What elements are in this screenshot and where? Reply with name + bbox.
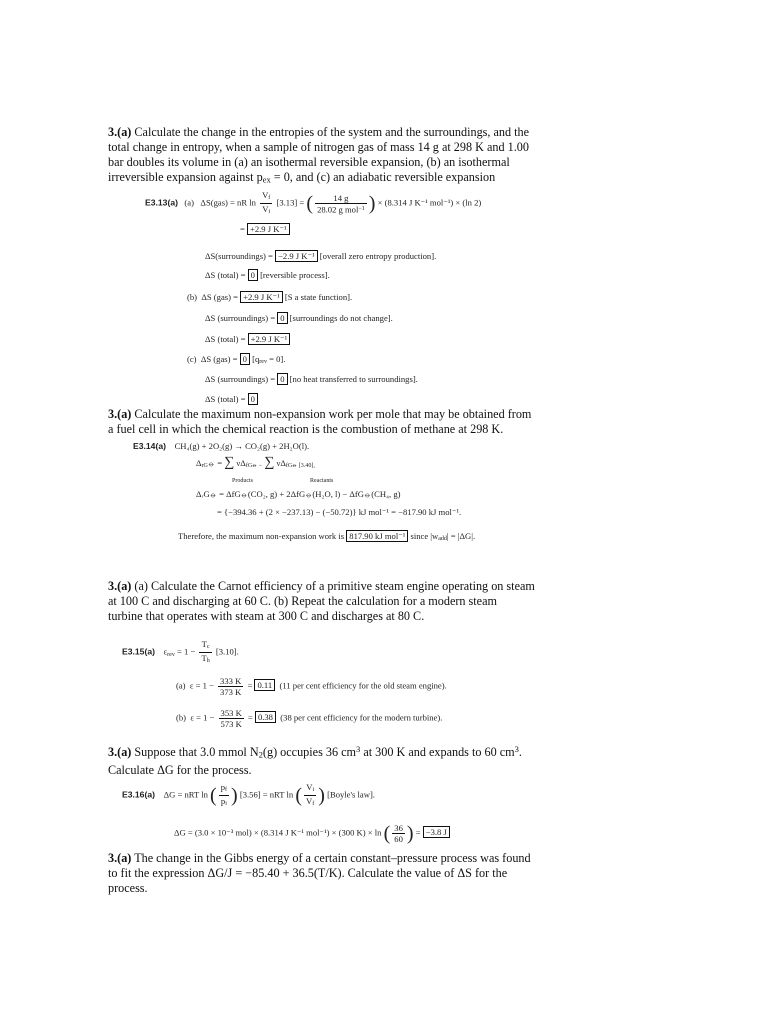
fraction: $\frac{353 K}{573 K}$ [220, 708, 242, 729]
solution-row: (a) ε = 1 − $\frac{333 K}{373 K}$ = 0.11 (11 per cent efficiency for the old steam engine). [176, 676, 447, 697]
solution-e3-13a: E3.13(a) (a) ΔS(gas) = nR ln $\frac{V_f}{V_i}$ [3.13] = ( $\frac{14 g}{28.02 g mol^{-1}}$ ) × (8.314 J K⁻¹ mol⁻¹) × (ln 2) [145, 190, 482, 216]
answer-box: 0 [248, 269, 258, 281]
fraction: $\frac{333 K}{373 K}$ [220, 676, 242, 697]
question-text: at 100 C and discharging at 60 C. (b) Repeat the calculation for a modern steam [108, 594, 497, 608]
question-text: irreversible expansion against p [108, 170, 263, 184]
fraction: $\frac{V_i}{V_f}$ [306, 782, 315, 808]
solution-row: ΔS (total) = +2.9 J K⁻¹ [205, 334, 290, 344]
sum-label-reactants: Reactants [310, 478, 334, 484]
equation-text: CH₄(g) + 2O₂(g) → CO₂(g) + 2H₂O(l). [174, 441, 310, 451]
part-label: (b) [176, 712, 187, 723]
solution-e3-16a: E3.16(a) ΔG = nRT ln ( $\frac{p_f}{p_i}$ ) [3.56] = nRT ln ( $\frac{V_i}{V_f}$ ) [Boyle's law]. [122, 782, 375, 808]
answer-box: 0 [248, 393, 258, 405]
part-label: (c) [187, 354, 197, 364]
sum-label-products: Products [232, 478, 253, 484]
question-label: 3.(a) [108, 125, 132, 139]
question-text: process. [108, 881, 148, 895]
answer-box: 0 [277, 373, 287, 385]
fraction: $\frac{p_f}{p_i}$ [220, 782, 228, 808]
answer-box: +2.9 J K⁻¹ [248, 333, 291, 345]
answer-box: −2.9 J K⁻¹ [275, 250, 318, 262]
equation-text: ΔS(gas) = nR ln [200, 197, 256, 208]
question-text: (a) Calculate the Carnot efficiency of a primitive steam engine operating on steam [134, 579, 535, 593]
answer-box: 0 [240, 353, 250, 365]
part-label: (a) [184, 197, 194, 208]
question-1 [108, 125, 529, 188]
fraction: $\frac{14 g}{28.02 g mol^{-1}}$ [317, 192, 365, 215]
solution-row: Therefore, the maximum non-expansion work is 817.90 kJ mol⁻¹ since $|w_{add}| = |\Delta G|$. [178, 531, 476, 543]
answer-box: −3.8 J [423, 826, 450, 838]
solution-label: E3.16(a) [122, 789, 155, 800]
fraction: $\frac{36}{60}$ [394, 823, 403, 844]
answer-box: 817.90 kJ mol⁻¹ [346, 530, 408, 542]
solution-row: = +2.9 J K⁻¹ [240, 224, 290, 234]
answer-box: +2.9 J K⁻¹ [240, 291, 283, 303]
solution-row: ΔS (surroundings) = 0 [no heat transferred to surroundings]. [205, 374, 418, 384]
question-text: = 0, and (c) an adiabatic reversible expansion [273, 170, 496, 184]
question-text: turbine that operates with steam at 300 C and discharges at 80 C. [108, 609, 425, 623]
solution-row: ΔS(surroundings) = −2.9 J K⁻¹ [overall zero entropy production]. [205, 251, 437, 261]
question-label: 3.(a) [108, 579, 132, 593]
sum-symbol: ∑ [224, 455, 235, 470]
solution-row: ΔS (total) = 0 [205, 394, 258, 404]
question-text: total change in entropy, when a sample of nitrogen gas of mass 14 g at 298 K and 1.00 [108, 140, 529, 154]
question-text: The change in the Gibbs energy of a certain constant–pressure process was found [134, 851, 531, 865]
solution-row: (c) ΔS (gas) = 0 $[q_{rev} = 0]$. [187, 354, 286, 366]
solution-row: ΔS (surroundings) = 0 [surroundings do not change]. [205, 313, 393, 323]
part-label: (b) [187, 292, 198, 302]
solution-label: E3.13(a) [145, 197, 178, 208]
subscript: ex [262, 174, 271, 185]
solution-e3-15a: E3.15(a) $\varepsilon_{rev} = 1$ − $\frac{T_c}{T_h}$ [3.10]. [122, 639, 239, 665]
question-label: 3.(a) [108, 407, 132, 421]
question-2 [108, 407, 531, 437]
question-text: to fit the expression ΔG/J = −85.40 + 36.5(T/K). Calculate the value of ΔS for the [108, 866, 508, 880]
question-label: 3.(a) [108, 851, 132, 865]
solution-label: E3.14(a) [133, 441, 166, 451]
question-text: Calculate ΔG for the process. [108, 762, 252, 777]
solution-label: E3.15(a) [122, 646, 155, 657]
question-5 [108, 851, 531, 896]
answer-box: 0 [277, 312, 287, 324]
equation-text: [3.13] = [276, 197, 305, 208]
solution-row: (b) ε = 1 − $\frac{353 K}{573 K}$ = 0.38 (38 per cent efficiency for the modern turbine). [176, 708, 443, 729]
solution-row: = {−394.36 + (2 × −237.13) − (−50.72)} kJ mol⁻¹ = −817.90 kJ mol⁻¹. [217, 507, 462, 517]
fraction: $\frac{V_f}{V_i}$ [262, 190, 271, 216]
answer-box: 0.38 [255, 711, 276, 723]
question-text: a fuel cell in which the chemical reaction is the combustion of methane at 298 K. [108, 422, 504, 436]
question-3 [108, 579, 535, 624]
solution-row: ΔS (total) = 0 [reversible process]. [205, 270, 330, 280]
solution-e3-14a [133, 441, 309, 451]
solution-row: ΔG = (3.0 × 10⁻³ mol) × (8.314 J K⁻¹ mol⁻¹) × (300 K) × ln ( $\frac{36}{60}$ ) = −3.8 J [174, 823, 450, 844]
solution-row: ΔᵣG⦵ = ΔfG⦵(CO₂, g) + 2ΔfG⦵(H₂O, l) − ΔfG⦵(CH₄, g) [196, 489, 401, 499]
sum-symbol: ∑ [264, 455, 275, 470]
question-text: Calculate the maximum non-expansion work per mole that may be obtained from [134, 407, 532, 421]
answer-box: 0.11 [254, 679, 275, 691]
solution-row: $\Delta_{rG}⦵$ = ∑ $\nu\Delta_{fG⦵ -}$ ∑ $\nu\Delta_{fG⦵ [3.40],}$ [196, 455, 315, 470]
question-4: 3.(a) Suppose that 3.0 mmol $N_2(g)$ occupies 36 $cm^3$ at 300 K and expands to 60 $cm^3$. Calculate ΔG for the process. [108, 744, 522, 777]
answer-box: +2.9 J K⁻¹ [247, 223, 290, 235]
part-label: (a) [176, 680, 186, 691]
equation-text: × (8.314 J K⁻¹ mol⁻¹) × (ln 2) [377, 197, 482, 208]
question-label: 3.(a) [108, 744, 132, 759]
solution-row: (b) ΔS (gas) = +2.9 J K⁻¹ [S a state function]. [187, 292, 353, 302]
question-text: bar doubles its volume in (a) an isothermal reversible expansion, (b) an isothermal [108, 155, 510, 169]
question-text: Calculate the change in the entropies of the system and the surroundings, and the [134, 125, 530, 139]
fraction: $\frac{T_c}{T_h}$ [201, 639, 210, 665]
